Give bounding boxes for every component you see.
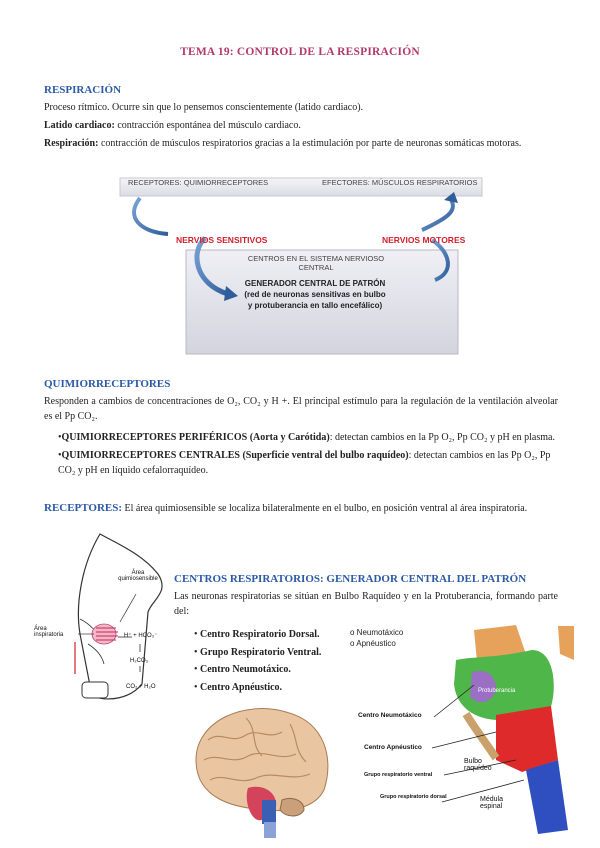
page-title: TEMA 19: CONTROL DE LA RESPIRACIÓN [180, 46, 420, 58]
apneu-top-label: o Apnéustico [350, 639, 396, 648]
quimio-perifericos [58, 431, 558, 446]
generador-block [200, 278, 430, 311]
bullet-icon: • [58, 450, 62, 461]
bullet-icon: • [58, 432, 62, 443]
list-item: • Centro Respiratorio Dorsal. [194, 629, 320, 640]
grupo-dorsal-label: Grupo respiratorio dorsal [380, 794, 447, 800]
central-text: : detectan cambios en las Pp O₂, Pp CO₂ y pH en líquido cefalorraquídeo. [58, 450, 551, 476]
right-top-labels [350, 627, 403, 649]
centros-text: Las neuronas respiratorias se sitúan en Bulbo Raquídeo y en la Protuberancia, formando parte del: [174, 591, 558, 617]
h2co3-label: H₂CO₃ [130, 658, 149, 664]
neumo-label: Centro Neumotáxico [358, 712, 422, 719]
respiracion-line1: Proceso rítmico. Ocurre sin que lo pensemos conscientemente (latido cardiaco). [44, 102, 364, 113]
area-insp-label: Área inspiratoria [34, 626, 64, 638]
bulbo-label: Bulbo raquídeo [464, 758, 492, 772]
respiracion-heading: RESPIRACIÓN [44, 84, 122, 96]
centros-label: CENTROS EN EL SISTEMA NERVIOSO CENTRAL [247, 254, 385, 272]
arrow-nervio-to-efector [422, 198, 453, 230]
arrow-receptor-to-nervio [134, 198, 168, 234]
nervios-motores-label: NERVIOS MOTORES [382, 235, 466, 245]
quimio-heading: QUIMIORRECEPTORES [44, 378, 171, 390]
quimio-centrales [58, 449, 558, 478]
area-quimio-label: Área quimiosensible [118, 570, 158, 582]
perif-text: : detectan cambios en la Pp O₂, Pp CO₂ y pH en plasma. [329, 432, 555, 443]
respiracion-paragraph [44, 137, 558, 152]
central-label: QUIMIORRECEPTORES CENTRALES (Superficie ventral del bulbo raquídeo) [61, 450, 409, 461]
list-item: • Centro Neumotáxico. [194, 664, 291, 675]
h-hco3-label: H⁺ + HCO₃⁻ [124, 633, 158, 639]
brainstem-figure [30, 524, 180, 714]
respiracion-text: contracción de músculos respiratorios gracias a la estimulación por parte de neuronas somáticas motoras. [98, 138, 522, 149]
brain-image [186, 700, 336, 840]
apneu-label: Centro Apnéustico [364, 744, 422, 751]
centros-list [194, 626, 354, 696]
latido-paragraph [44, 119, 558, 134]
receptores-text: El área quimiosensible se localiza bilateralmente en el bulbo, en posición ventral al área inspiratoria. [122, 503, 528, 514]
latido-label: Latido cardiaco: [44, 120, 115, 131]
list-item: • Grupo Respiratorio Ventral. [194, 646, 322, 658]
efectores-label: EFECTORES: MÚSCULOS RESPIRATORIOS [322, 178, 478, 187]
latido-text: contracción espontánea del músculo cardiaco. [114, 120, 301, 131]
generador-sub1: (red de neuronas sensitivas en bulbo [244, 290, 386, 299]
receptores-heading: RECEPTORES: [44, 502, 123, 514]
neumo-top-label: o Neumotáxico [350, 628, 404, 637]
respiracion-label: Respiración: [44, 138, 99, 149]
brainstem-color-figure [346, 620, 576, 842]
protuberancia-label: Protuberancia [478, 688, 516, 694]
generador-sub2: y protuberancia en tallo encefálico) [247, 301, 383, 310]
co2-h2o-label: CO₂ + H₂O [126, 684, 156, 690]
receptores-label: RECEPTORES: QUIMIORRECEPTORES [128, 178, 269, 187]
perif-label: QUIMIORRECEPTORES PERIFÉRICOS (Aorta y Carótida) [61, 432, 330, 443]
list-item: • Centro Apnéustico. [194, 681, 283, 693]
generador-title: GENERADOR CENTRAL DE PATRÓN [244, 279, 386, 288]
medula-label: Médula espinal [480, 796, 503, 810]
grupo-ventral-label: Grupo respiratorio ventral [364, 772, 433, 778]
quimio-text: Responden a cambios de concentraciones de O₂, CO₂ y H +. El principal estímulo para la regulación de la ventilación alveolar es el Pp CO₂. [44, 396, 558, 422]
centros-heading: CENTROS RESPIRATORIOS: GENERADOR CENTRAL DEL PATRÓN [174, 573, 527, 585]
receptores-paragraph [44, 501, 600, 517]
nervios-sensitivos-label: NERVIOS SENSITIVOS [176, 235, 268, 245]
